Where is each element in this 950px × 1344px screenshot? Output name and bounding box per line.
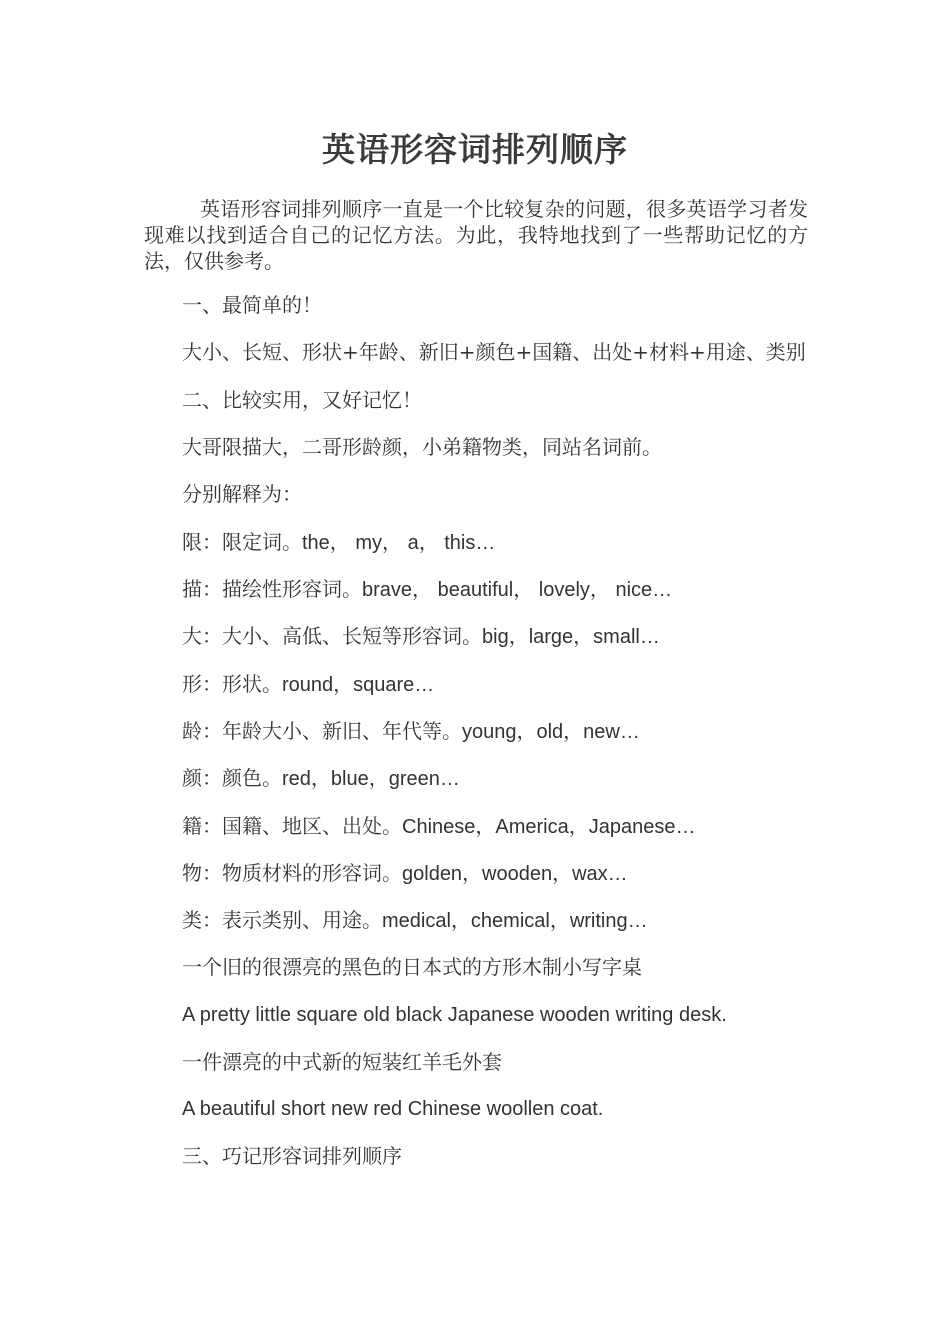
explanation-item-size (182, 622, 822, 651)
explanation-examples: red，blue，green… (282, 768, 460, 790)
explanation-item-shape (182, 670, 822, 699)
explanation-item-descriptive (182, 575, 822, 604)
explanation-examples: golden，wooden，wax… (402, 863, 628, 885)
explanation-item-material (182, 859, 822, 888)
explanation-label: 形：形状。 (182, 672, 282, 696)
explanation-label: 颜：颜色。 (182, 766, 282, 790)
explanation-item-determiner (182, 528, 822, 557)
explanation-examples: round，square… (282, 674, 435, 696)
heading-practical: 二、比较实用，又好记忆！ (182, 388, 422, 412)
explanation-label: 限：限定词。 (182, 530, 302, 554)
explanation-item-color (182, 764, 822, 793)
example-desk-chinese: 一个旧的很漂亮的黑色的日本式的方形木制小写字桌 (182, 955, 642, 979)
example-coat-chinese: 一件漂亮的中式新的短装红羊毛外套 (182, 1050, 502, 1074)
explanation-examples: big，large，small… (482, 626, 660, 648)
explanation-label: 物：物质材料的形容词。 (182, 861, 402, 885)
explanation-examples: young，old，new… (462, 721, 640, 743)
explanation-examples: the， my， a， this… (302, 532, 496, 554)
explanation-intro: 分别解释为： (182, 482, 302, 506)
explanation-label: 大：大小、高低、长短等形容词。 (182, 624, 482, 648)
order-rule-line: 大小、长短、形状+年龄、新旧+颜色+国籍、出处+材料+用途、类别 (182, 340, 806, 364)
explanation-item-age (182, 717, 822, 746)
document-title: 英语形容词排列顺序 (322, 130, 628, 169)
example-coat-english: A beautiful short new red Chinese woollen coat. (182, 1098, 604, 1120)
explanation-examples: Chinese，America，Japanese… (402, 816, 696, 838)
explanation-item-purpose (182, 906, 822, 935)
explanation-label: 籍：国籍、地区、出处。 (182, 814, 402, 838)
heading-tricks: 三、巧记形容词排列顺序 (182, 1144, 402, 1168)
mnemonic-rhyme: 大哥限描大，二哥形龄颜，小弟籍物类，同站名词前。 (182, 435, 662, 459)
intro-paragraph: 英语形容词排列顺序一直是一个比较复杂的问题，很多英语学习者发现难以找到适合自己的记忆方法。为此，我特地找到了一些帮助记忆的方法，仅供参考。 (144, 197, 808, 273)
explanation-label: 龄：年龄大小、新旧、年代等。 (182, 719, 462, 743)
heading-simplest: 一、最简单的！ (182, 293, 322, 317)
explanation-label: 描：描绘性形容词。 (182, 577, 362, 601)
example-desk-english: A pretty little square old black Japanese wooden writing desk. (182, 1004, 727, 1026)
explanation-item-origin (182, 812, 822, 841)
explanation-label: 类：表示类别、用途。 (182, 908, 382, 932)
explanation-examples: medical，chemical，writing… (382, 910, 648, 932)
explanation-examples: brave， beautiful， lovely， nice… (362, 579, 673, 601)
